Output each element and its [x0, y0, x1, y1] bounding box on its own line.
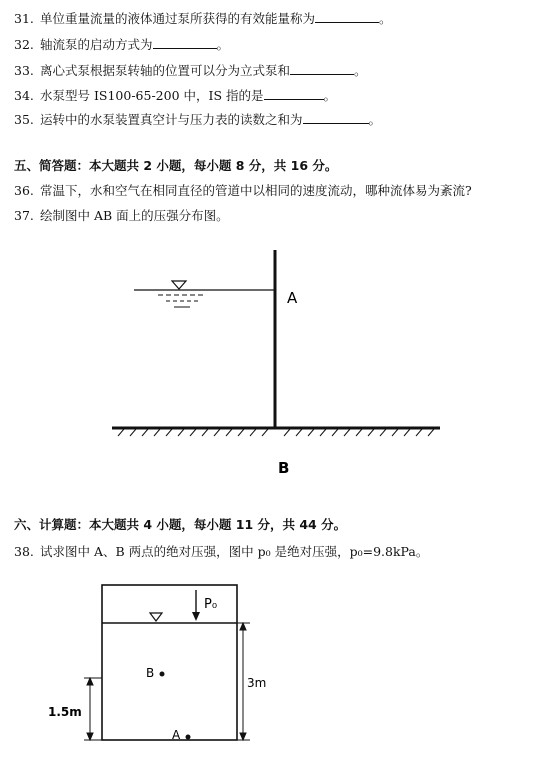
question-text: 绘制图中 AB 面上的压强分布图。	[40, 208, 229, 223]
punctuation: 。	[216, 37, 230, 52]
label-b: B	[278, 459, 290, 477]
dimension-1-5m	[84, 678, 102, 740]
question-number: 36.	[14, 183, 34, 198]
question-number: 33.	[14, 63, 34, 78]
water-surface-symbol	[150, 613, 162, 621]
question-text: 单位重量流量的液体通过泵所获得的有效能量称为	[40, 11, 316, 26]
question-number: 32.	[14, 37, 34, 52]
question-number: 35.	[14, 112, 34, 127]
p0-arrow	[192, 590, 200, 621]
question-text: 轴流泵的启动方式为	[40, 37, 153, 52]
section-5-heading: 五、简答题：本大题共 2 小题，每小题 8 分，共 16 分。	[14, 158, 338, 173]
question-number: 34.	[14, 88, 34, 103]
label-a: A	[287, 289, 298, 307]
question-text: 常温下，水和空气在相同直径的管道中以相同的速度流动，哪种流体易为紊流?	[40, 183, 472, 198]
question-number: 31.	[14, 11, 34, 26]
section-6-heading: 六、计算题：本大题共 4 小题，每小题 11 分，共 44 分。	[14, 517, 347, 532]
punctuation: 。	[354, 63, 367, 78]
label-point-b: B	[146, 666, 155, 680]
punctuation: 。	[323, 88, 337, 103]
question-number: 37.	[14, 208, 34, 223]
question-text: 运转中的水泵装置真空计与压力表的读数之和为	[40, 112, 303, 127]
label-point-a: A	[172, 728, 181, 742]
punctuation: 。	[368, 112, 382, 127]
question-number: 38.	[14, 544, 34, 559]
question-text: 水泵型号 IS100-65-200 中，IS 指的是	[40, 88, 264, 103]
question-text: 试求图中 A、B 两点的绝对压强，图中 p₀ 是绝对压强，p₀=9.8kPa。	[40, 544, 429, 559]
label-1-5m: 1.5m	[48, 705, 82, 719]
point-b	[160, 672, 165, 677]
point-a	[186, 735, 191, 740]
label-3m: 3m	[247, 676, 267, 690]
question-text: 离心式泵根据泵转轴的位置可以分为立式泵和	[40, 63, 291, 78]
label-p0: P₀	[204, 597, 218, 612]
punctuation: 。	[379, 11, 392, 26]
